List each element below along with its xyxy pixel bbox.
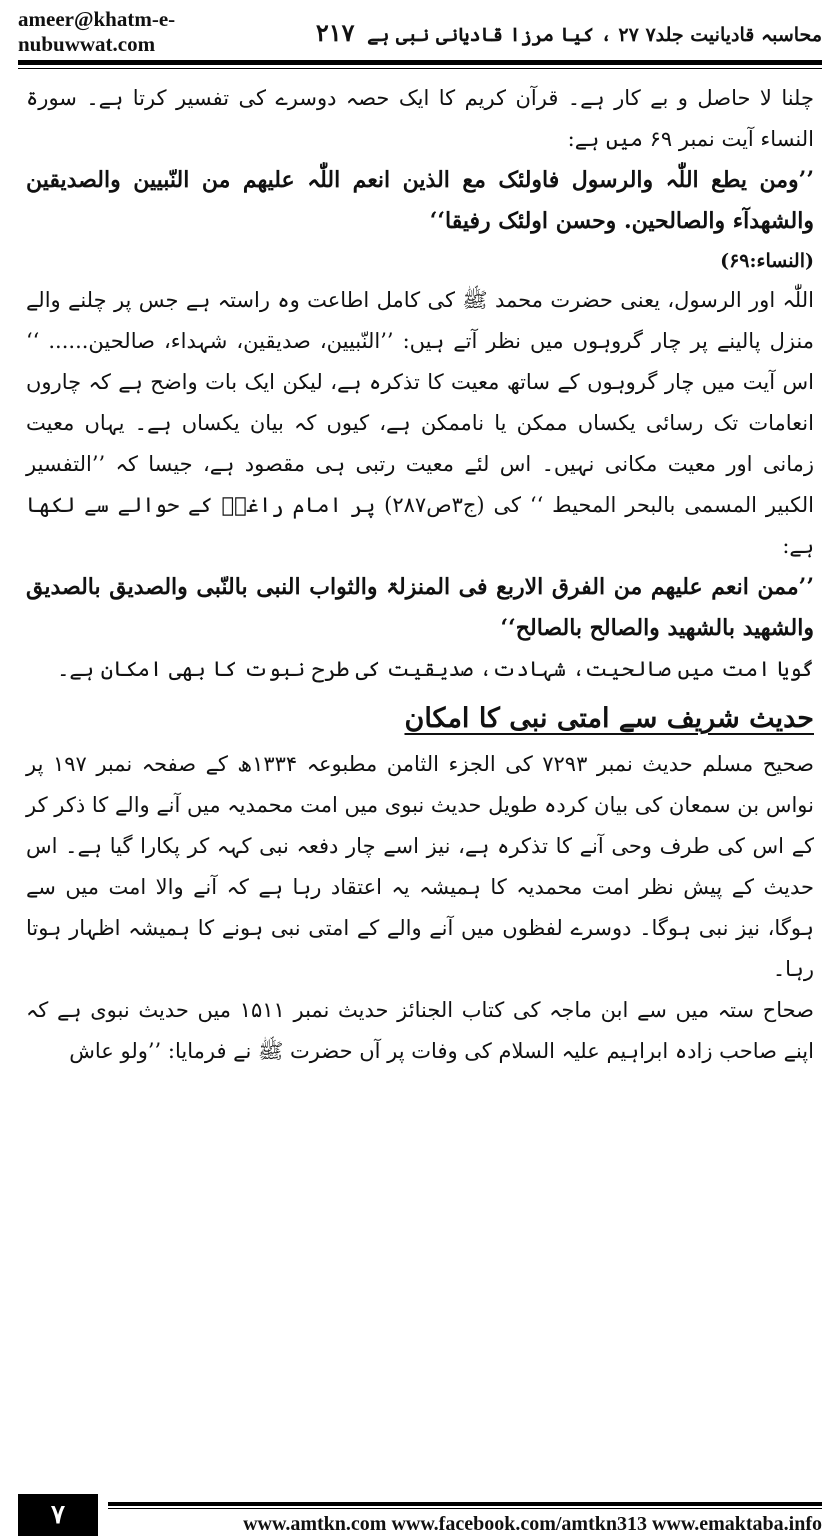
quran-citation: (النساء:۶۹) xyxy=(720,250,814,272)
header-email: ameer@khatm-e-nubuwwat.com xyxy=(18,7,176,56)
footer-page-number: ۷ xyxy=(18,1494,98,1536)
paragraph-hadith-muslim: صحیح مسلم حدیث نمبر ۷۲۹۳ کی الجزء الثامن مطبوعہ ۱۳۳۴ھ کے صفحہ نمبر ۱۹۷ پر نواس بن سمعان کی بیان کردہ طویل حدیث نبوی میں امت محمدیہ میں آنے والے کا ذکر کر کے اس کی طرف وحی آنے کا تذکرہ ہے، نیز اسے چار دفعہ نبی کہہ کر پکارا گیا ہے۔ اس حدیث کے پیش نظر امت محمدیہ کا ہمیشہ یہ اعتقاد رہا ہے کہ آنے والا امت میں سے ہوگا، نیز نبی ہوگا۔ دوسرے لفظوں میں آنے والے کے امتی نبی ہونے کا ہمیشہ اظہار ہوتا رہا۔ xyxy=(26,752,815,981)
running-title-text: محاسبہ قادیانیت جلد۷ ۲۷ ، کیا مرزا قادیانی نبی ہے xyxy=(367,23,822,46)
section-heading: حدیث شریف سے امتی نبی کا امکان xyxy=(404,703,814,734)
running-title xyxy=(310,18,822,47)
page-header xyxy=(18,7,822,56)
paragraph-intro: چلنا لا حاصل و بے کار ہے۔ قرآن کریم کا ایک حصہ دوسرے کی تفسیر کرتا ہے۔ سورۃ النساء آیت نمبر ۶۹ میں ہے: xyxy=(26,86,814,151)
footer-rule-thick xyxy=(108,1502,822,1506)
page-body xyxy=(26,78,814,1072)
page-footer xyxy=(18,1490,822,1536)
paragraph-conclusion: گویا امت میں صالحیت، شہادت، صدیقیت کی طرح نبوت کا بھی امکان ہے۔ xyxy=(57,657,814,681)
header-page-number: ۲۱۷ xyxy=(315,17,355,47)
quran-quote: ’’ومن یطع اللّٰہ والرسول فاولئک مع الذین انعم اللّٰہ علیھم من النّبیین والصدیقین والشھدآء والصالحین. وحسن اولئک رفیقا‘‘ xyxy=(26,167,814,234)
footer-rule-thin xyxy=(108,1508,822,1509)
paragraph-explanation: اللّٰہ اور الرسول، یعنی حضرت محمد ﷺ کی کامل اطاعت وہ راستہ ہے جس پر چلنے والے منزل پالینے پر چار گروہوں میں نظر آتے ہیں: ’’النّبیین، صدیقین، شہداء، صالحین...... ‘‘ اس آیت میں چار گروہوں کے ساتھ معیت کا تذکرہ ہے، لیکن ایک بات واضح ہے کہ چاروں انعامات تک رسائی یکساں ممکن یا ناممکن ہے، کیوں کہ بیان یکساں ہے۔ یہاں معیت زمانی اور معیت مکانی نہیں۔ اس لئے معیت رتبی ہی مقصود ہے، جیسا کہ ’’التفسیر الکبیر المسمی بالبحر المحیط ‘‘ کی (ج۳ص۲۸۷) پر امام راغبؒ کے حوالے سے لکھا ہے: xyxy=(26,288,814,558)
header-rule-thick xyxy=(18,60,822,65)
footer-right xyxy=(108,1502,822,1536)
footer-websites: www.amtkn.com www.facebook.com/amtkn313 www.emaktaba.info xyxy=(243,1513,822,1535)
tafsir-quote: ’’ممن انعم علیھم من الفرق الاربع فی المنزلۃ والثواب النبی بالنّبی والصدیق بالصدیق والشھید بالشھید والصالح بالصالح‘‘ xyxy=(26,574,814,641)
header-rule-thin xyxy=(18,68,822,69)
paragraph-hadith-ibn-majah: صحاح ستہ میں سے ابن ماجہ کی کتاب الجنائز حدیث نمبر ۱۵۱۱ میں حدیث نبوی ہے کہ اپنے صاحب زادہ ابراہیم علیہ السلام کی وفات پر آں حضرت ﷺ نے فرمایا: ’’ولو عاش xyxy=(26,998,815,1063)
